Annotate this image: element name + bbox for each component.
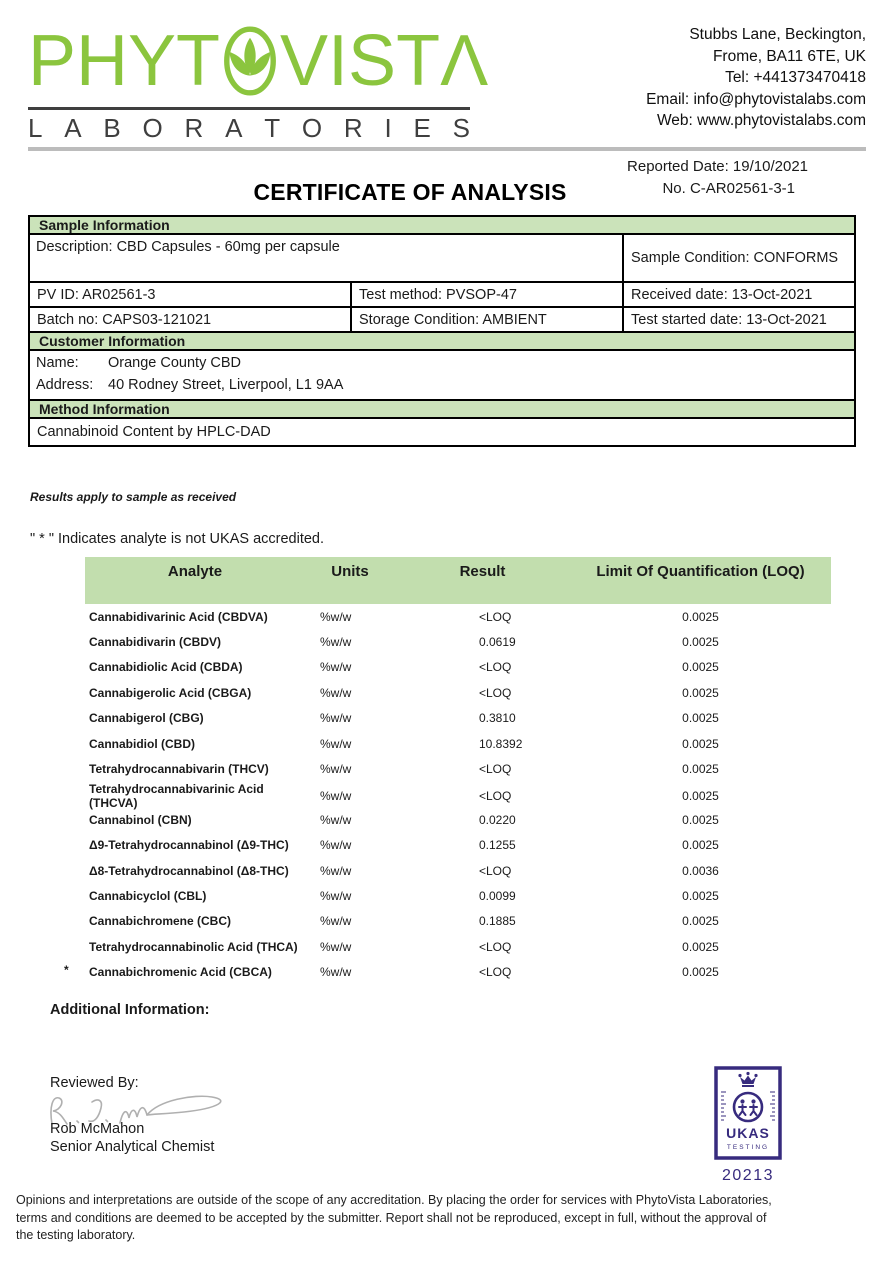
analyte-loq: 0.0025	[682, 788, 719, 803]
reviewed-by-label: Reviewed By:	[50, 1075, 139, 1091]
company-logo	[28, 16, 488, 106]
table-row	[85, 655, 831, 680]
leaf-icon	[223, 25, 277, 97]
lab-contact-block	[646, 24, 866, 132]
logo-underline	[28, 107, 470, 110]
table-row	[85, 731, 831, 756]
table-row	[85, 833, 831, 858]
analyte-name: Cannabidiolic Acid (CBDA)	[89, 660, 243, 675]
results-table-body	[64, 604, 831, 985]
test-started-date: Test started date: 13-Oct-2021	[622, 308, 854, 331]
column-header-loq: Limit Of Quantification (LOQ)	[596, 563, 805, 580]
table-row	[85, 909, 831, 934]
analyte-result: <LOQ	[479, 788, 512, 803]
analyte-loq: 0.0025	[682, 939, 719, 954]
analyte-result: 10.8392	[479, 736, 523, 751]
analyte-units: %w/w	[320, 635, 352, 650]
accreditation-note: " * " Indicates analyte is not UKAS accredited.	[30, 531, 325, 547]
storage-condition: Storage Condition: AMBIENT	[350, 308, 622, 331]
disclaimer	[16, 1192, 880, 1245]
reviewer-title: Senior Analytical Chemist	[50, 1139, 215, 1155]
column-header-analyte: Analyte	[167, 563, 223, 580]
analyte-result: 0.0099	[479, 888, 516, 903]
table-row	[85, 781, 831, 810]
analyte-loq: 0.0025	[682, 711, 719, 726]
analyte-result: <LOQ	[479, 939, 512, 954]
info-table	[28, 215, 856, 447]
table-row	[64, 959, 831, 984]
analyte-units: %w/w	[320, 914, 352, 929]
disclaimer-line1: Opinions and interpretations are outside of the scope of any accreditation. By placing the order for services with PhytoVista Laboratories,	[16, 1193, 772, 1207]
analyte-name: Cannabigerolic Acid (CBGA)	[89, 685, 252, 700]
analyte-loq: 0.0025	[682, 965, 719, 980]
analyte-name: Cannabichromenic Acid (CBCA)	[89, 965, 272, 980]
analyte-loq: 0.0025	[682, 838, 719, 853]
ukas-number: 20213	[722, 1167, 774, 1184]
customer-name-label: Name:	[36, 355, 79, 371]
analyte-result: 0.1255	[479, 838, 516, 853]
logo-subtitle: L A B O R A T O R I E S	[28, 113, 470, 143]
analyte-name: Tetrahydrocannabivarin (THCV)	[89, 762, 269, 777]
analyte-name: Δ8-Tetrahydrocannabinol (Δ8-THC)	[89, 863, 289, 878]
analyte-name: Cannabichromene (CBC)	[89, 914, 232, 929]
analyte-units: %w/w	[320, 965, 352, 980]
analyte-name: Δ9-Tetrahydrocannabinol (Δ9-THC)	[89, 838, 289, 853]
analyte-units: %w/w	[320, 812, 352, 827]
analyte-units: %w/w	[320, 838, 352, 853]
method-description: Cannabinoid Content by HPLC-DAD	[37, 424, 271, 440]
analyte-result: <LOQ	[479, 609, 512, 624]
analyte-name: Cannabigerol (CBG)	[89, 711, 204, 726]
report-meta	[627, 158, 808, 197]
analyte-loq: 0.0025	[682, 812, 719, 827]
analyte-result: 0.3810	[479, 711, 516, 726]
disclaimer-line2: terms and conditions are deemed to be accepted by the submitter. Report shall not be reproduced, except in full, without the approval of	[16, 1210, 767, 1225]
contact-tel: Tel: +441373470418	[725, 69, 866, 86]
analyte-name: Cannabidivarin (CBDV)	[89, 635, 222, 650]
analyte-units: %w/w	[320, 660, 352, 675]
disclaimer-line3: the testing laboratory.	[16, 1228, 136, 1242]
customer-address: 40 Rodney Street, Liverpool, L1 9AA	[108, 377, 344, 393]
analyte-name: Tetrahydrocannabinolic Acid (THCA)	[89, 939, 298, 954]
test-method: Test method: PVSOP-47	[350, 283, 622, 306]
table-row	[85, 883, 831, 908]
batch-no: Batch no: CAPS03-121021	[37, 311, 212, 328]
analyte-units: %w/w	[320, 609, 352, 624]
analyte-loq: 0.0025	[682, 888, 719, 903]
analyte-units: %w/w	[320, 888, 352, 903]
analyte-units: %w/w	[320, 711, 352, 726]
customer-address-label: Address:	[36, 377, 94, 393]
logo-text-part3: Λ	[440, 20, 489, 101]
analyte-units: %w/w	[320, 863, 352, 878]
analyte-loq: 0.0025	[682, 685, 719, 700]
analyte-units: %w/w	[320, 736, 352, 751]
analyte-loq: 0.0025	[682, 635, 719, 650]
sample-ids-row	[30, 283, 854, 308]
analyte-name: Cannabinol (CBN)	[89, 812, 192, 827]
logo-text-part1: PHYT	[28, 20, 221, 101]
ukas-name-text: UKAS	[726, 1125, 770, 1141]
results-note: Results apply to sample as received	[30, 490, 237, 504]
analyte-loq: 0.0025	[682, 660, 719, 675]
analyte-result: <LOQ	[479, 863, 512, 878]
table-row	[85, 858, 831, 883]
reviewer-name: Rob McMahon	[50, 1121, 145, 1137]
analyte-units: %w/w	[320, 762, 352, 777]
ukas-type-text: TESTING	[726, 1144, 770, 1151]
reported-date: Reported Date: 19/10/2021	[627, 158, 808, 175]
not-accredited-asterisk: *	[64, 963, 69, 978]
logo-text-part2: VIST	[280, 20, 441, 101]
sample-batch-row	[30, 308, 854, 333]
analyte-loq: 0.0036	[682, 863, 719, 878]
table-row	[85, 629, 831, 654]
pv-id: PV ID: AR02561-3	[37, 286, 156, 303]
analyte-name: Cannabidivarinic Acid (CBDVA)	[89, 609, 268, 624]
table-row	[85, 706, 831, 731]
table-row	[85, 756, 831, 781]
analyte-result: <LOQ	[479, 660, 512, 675]
analyte-units: %w/w	[320, 788, 352, 803]
analyte-result: <LOQ	[479, 762, 512, 777]
method-information-header: Method Information	[30, 401, 854, 419]
contact-email: Email: info@phytovistalabs.com	[646, 90, 866, 108]
contact-address-line1: Stubbs Lane, Beckington,	[689, 26, 866, 43]
contact-web: Web: www.phytovistalabs.com	[656, 112, 866, 129]
analyte-result: 0.1885	[479, 914, 516, 929]
analyte-loq: 0.0025	[682, 736, 719, 751]
analyte-loq: 0.0025	[682, 609, 719, 624]
sample-condition: Sample Condition: CONFORMS	[622, 235, 854, 281]
report-number: No. C-AR02561-3-1	[662, 180, 795, 197]
analyte-name: Tetrahydrocannabivarinic Acid (THCVA)	[89, 781, 264, 810]
analyte-result: 0.0619	[479, 635, 516, 650]
customer-information-header: Customer Information	[30, 333, 854, 351]
ukas-mark	[708, 1066, 788, 1185]
ukas-testing-icon	[714, 1066, 782, 1160]
column-header-units: Units	[331, 563, 369, 580]
customer-details	[30, 351, 854, 401]
sample-description-row	[30, 235, 854, 283]
analyte-loq: 0.0025	[682, 762, 719, 777]
header-divider	[28, 147, 866, 151]
table-row	[85, 680, 831, 705]
table-row	[85, 934, 831, 959]
additional-information-label: Additional Information:	[50, 1002, 210, 1018]
column-header-result: Result	[459, 563, 506, 580]
contact-address-line2: Frome, BA11 6TE, UK	[712, 47, 866, 65]
analyte-name: Cannabidiol (CBD)	[89, 736, 195, 751]
received-date: Received date: 13-Oct-2021	[622, 283, 854, 306]
sample-description: Description: CBD Capsules - 60mg per capsule	[36, 239, 340, 255]
analyte-result: <LOQ	[479, 965, 512, 980]
analyte-loq: 0.0025	[682, 914, 719, 929]
analyte-units: %w/w	[320, 939, 352, 954]
table-row	[85, 604, 831, 629]
analyte-units: %w/w	[320, 685, 352, 700]
customer-name: Orange County CBD	[108, 355, 241, 371]
analyte-result: 0.0220	[479, 812, 516, 827]
analyte-name: Cannabicyclol (CBL)	[89, 888, 207, 903]
sample-information-header: Sample Information	[30, 217, 854, 235]
table-row	[85, 807, 831, 832]
results-table-header	[85, 557, 831, 604]
results-table	[64, 557, 831, 985]
analyte-result: <LOQ	[479, 685, 512, 700]
page-title: CERTIFICATE OF ANALYSIS	[253, 179, 567, 205]
